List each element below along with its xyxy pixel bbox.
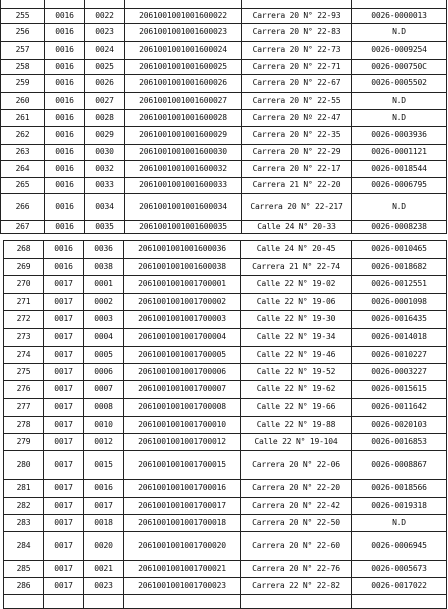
address-cell: Carrera 20 N° 22-55 bbox=[242, 93, 352, 110]
address-cell: Carrera 20 Nº 22-47 bbox=[242, 110, 352, 127]
block-code-cell: 0017 bbox=[44, 451, 84, 480]
registration-number-cell: 0026-0005673 bbox=[352, 561, 447, 578]
registration-number-cell: 0026-0018682 bbox=[352, 259, 447, 276]
row-number-cell bbox=[4, 595, 44, 609]
cadastral-number-cell: 2061001001001700012 bbox=[124, 434, 241, 451]
lot-code-cell: 0008 bbox=[84, 399, 124, 417]
lot-code-cell: 0003 bbox=[84, 311, 124, 329]
registration-number-cell: 0026-0018544 bbox=[352, 161, 447, 178]
registration-number-cell: 0026-0018566 bbox=[352, 480, 447, 498]
table-row bbox=[1, 42, 447, 60]
lot-code-cell: 0038 bbox=[84, 259, 124, 276]
registration-number-cell: N.D bbox=[352, 93, 447, 110]
row-number-cell: 269 bbox=[4, 259, 44, 276]
block-code-cell: 0016 bbox=[45, 24, 85, 42]
address-cell: Carrera 20 N° 22-73 bbox=[242, 42, 352, 60]
table-row bbox=[1, 145, 447, 161]
address-cell: Carrera 20 N° 22-83 bbox=[242, 24, 352, 42]
parcel-table-upper bbox=[0, 0, 447, 234]
block-code-cell: 0016 bbox=[45, 93, 85, 110]
address-cell: Calle 22 N° 19-34 bbox=[241, 329, 352, 347]
block-code-cell: 0017 bbox=[44, 347, 84, 364]
address-cell: Carrera 20 N° 22-76 bbox=[241, 561, 352, 578]
cadastral-number-cell: 2061001001001600036 bbox=[124, 241, 241, 259]
row-number-cell bbox=[1, 0, 45, 9]
address-cell: Calle 24 N° 20-45 bbox=[241, 241, 352, 259]
registration-number-cell: 0026-0005502 bbox=[352, 75, 447, 93]
table-row bbox=[4, 399, 447, 417]
lot-code-cell: 0035 bbox=[85, 221, 125, 234]
lot-code-cell bbox=[85, 0, 125, 9]
block-code-cell: 0017 bbox=[44, 417, 84, 434]
table-row bbox=[4, 498, 447, 515]
table-row bbox=[4, 578, 447, 595]
lot-code-cell: 0004 bbox=[84, 329, 124, 347]
lot-code-cell: 0023 bbox=[85, 24, 125, 42]
row-number-cell: 279 bbox=[4, 434, 44, 451]
lot-code-cell: 0012 bbox=[84, 434, 124, 451]
registration-number-cell: 0026-0000013 bbox=[352, 9, 447, 24]
registration-number-cell: N.D bbox=[352, 24, 447, 42]
block-code-cell: 0016 bbox=[44, 241, 84, 259]
row-number-cell: 283 bbox=[4, 515, 44, 532]
row-number-cell: 274 bbox=[4, 347, 44, 364]
row-number-cell: 264 bbox=[1, 161, 45, 178]
cadastral-number-cell: 2061001001001700016 bbox=[124, 480, 241, 498]
row-number-cell: 286 bbox=[4, 578, 44, 595]
registration-number-cell: 0026-0015615 bbox=[352, 381, 447, 399]
cadastral-number-cell: 2061001001001600028 bbox=[125, 110, 242, 127]
table-row bbox=[4, 515, 447, 532]
cadastral-number-cell: 2061001001001700001 bbox=[124, 276, 241, 294]
table-row bbox=[4, 276, 447, 294]
block-code-cell: 0016 bbox=[45, 194, 85, 221]
block-code-cell: 0017 bbox=[44, 480, 84, 498]
table-row bbox=[1, 24, 447, 42]
table-row bbox=[4, 347, 447, 364]
lot-code-cell: 0025 bbox=[85, 60, 125, 75]
table-row bbox=[1, 110, 447, 127]
lot-code-cell: 0015 bbox=[84, 451, 124, 480]
registration-number-cell: 0026-0010465 bbox=[352, 241, 447, 259]
cadastral-number-cell: 2061001001001600027 bbox=[125, 93, 242, 110]
lot-code-cell: 0036 bbox=[84, 241, 124, 259]
row-number-cell: 270 bbox=[4, 276, 44, 294]
row-number-cell: 256 bbox=[1, 24, 45, 42]
cadastral-number-cell: 2061001001001700021 bbox=[124, 561, 241, 578]
address-cell: Calle 22 N° 19-02 bbox=[241, 276, 352, 294]
lot-code-cell: 0024 bbox=[85, 42, 125, 60]
table-row bbox=[1, 178, 447, 194]
cadastral-number-cell: 2061001001001600025 bbox=[125, 60, 242, 75]
cadastral-number-cell: 2061001001001600023 bbox=[125, 24, 242, 42]
lot-code-cell: 0010 bbox=[84, 417, 124, 434]
registration-number-cell: 0026-0010227 bbox=[352, 347, 447, 364]
registration-number-cell: 0026-0016853 bbox=[352, 434, 447, 451]
registration-number-cell: 0026-0014018 bbox=[352, 329, 447, 347]
registration-number-cell: N.D bbox=[352, 515, 447, 532]
cadastral-number-cell: 2061001001001600030 bbox=[125, 145, 242, 161]
registration-number-cell: 0026-0016435 bbox=[352, 311, 447, 329]
registration-number-cell: N.D bbox=[352, 194, 447, 221]
block-code-cell: 0016 bbox=[45, 75, 85, 93]
table-row bbox=[1, 221, 447, 234]
address-cell: Calle 22 N° 19-06 bbox=[241, 294, 352, 311]
table-row bbox=[1, 0, 447, 9]
block-code-cell: 0016 bbox=[45, 178, 85, 194]
row-number-cell: 260 bbox=[1, 93, 45, 110]
registration-number-cell: 0026-0008238 bbox=[352, 221, 447, 234]
registration-number-cell bbox=[352, 0, 447, 9]
cadastral-number-cell bbox=[125, 0, 242, 9]
parcel-table-lower bbox=[3, 240, 447, 609]
row-number-cell: 261 bbox=[1, 110, 45, 127]
table-row bbox=[4, 532, 447, 561]
cadastral-number-cell: 2061001001001600038 bbox=[124, 259, 241, 276]
block-code-cell: 0016 bbox=[45, 221, 85, 234]
lot-code-cell: 0002 bbox=[84, 294, 124, 311]
block-code-cell: 0017 bbox=[44, 532, 84, 561]
cadastral-number-cell: 2061001001001700003 bbox=[124, 311, 241, 329]
table-row bbox=[4, 434, 447, 451]
lot-code-cell: 0033 bbox=[85, 178, 125, 194]
lot-code-cell: 0005 bbox=[84, 347, 124, 364]
address-cell bbox=[241, 595, 352, 609]
cadastral-number-cell: 2061001001001600032 bbox=[125, 161, 242, 178]
address-cell: Carrera 20 N° 22-67 bbox=[242, 75, 352, 93]
block-code-cell: 0016 bbox=[45, 145, 85, 161]
cadastral-number-cell: 2061001001001600026 bbox=[125, 75, 242, 93]
address-cell: Carrera 20 N° 22-71 bbox=[242, 60, 352, 75]
row-number-cell: 285 bbox=[4, 561, 44, 578]
table-row bbox=[1, 161, 447, 178]
cadastral-number-cell: 2061001001001600033 bbox=[125, 178, 242, 194]
lot-code-cell: 0006 bbox=[84, 364, 124, 381]
table-row bbox=[4, 364, 447, 381]
row-number-cell: 282 bbox=[4, 498, 44, 515]
block-code-cell: 0016 bbox=[45, 9, 85, 24]
table-row bbox=[4, 294, 447, 311]
block-code-cell: 0017 bbox=[44, 399, 84, 417]
address-cell: Carrera 20 N° 22-217 bbox=[242, 194, 352, 221]
cadastral-number-cell: 2061001001001700017 bbox=[124, 498, 241, 515]
address-cell: Carrera 20 N° 22-60 bbox=[241, 532, 352, 561]
address-cell: Calle 22 N° 19-46 bbox=[241, 347, 352, 364]
table-row bbox=[4, 241, 447, 259]
row-number-cell: 265 bbox=[1, 178, 45, 194]
registration-number-cell: 0026-0020103 bbox=[352, 417, 447, 434]
block-code-cell: 0017 bbox=[44, 294, 84, 311]
lot-code-cell: 0001 bbox=[84, 276, 124, 294]
address-cell: Carrera 20 N° 22-35 bbox=[242, 127, 352, 145]
cadastral-number-cell: 2061001001001700004 bbox=[124, 329, 241, 347]
table-row bbox=[4, 595, 447, 609]
block-code-cell: 0016 bbox=[45, 60, 85, 75]
block-code-cell: 0016 bbox=[45, 42, 85, 60]
row-number-cell: 277 bbox=[4, 399, 44, 417]
table-row bbox=[4, 311, 447, 329]
lot-code-cell: 0029 bbox=[85, 127, 125, 145]
cadastral-number-cell: 2061001001001700018 bbox=[124, 515, 241, 532]
lot-code-cell: 0027 bbox=[85, 93, 125, 110]
registration-number-cell: 0026-0003936 bbox=[352, 127, 447, 145]
cadastral-number-cell: 2061001001001700006 bbox=[124, 364, 241, 381]
block-code-cell: 0017 bbox=[44, 561, 84, 578]
cadastral-number-cell: 2061001001001600034 bbox=[125, 194, 242, 221]
row-number-cell: 257 bbox=[1, 42, 45, 60]
address-cell: Carrera 21 N° 22-74 bbox=[241, 259, 352, 276]
block-code-cell: 0017 bbox=[44, 329, 84, 347]
lot-code-cell: 0023 bbox=[84, 578, 124, 595]
block-code-cell bbox=[44, 595, 84, 609]
cadastral-number-cell bbox=[124, 595, 241, 609]
row-number-cell: 272 bbox=[4, 311, 44, 329]
table-row bbox=[4, 480, 447, 498]
address-cell: Carrera 20 N° 22-42 bbox=[241, 498, 352, 515]
row-number-cell: 280 bbox=[4, 451, 44, 480]
registration-number-cell bbox=[352, 595, 447, 609]
address-cell: Carrera 20 N° 22-29 bbox=[242, 145, 352, 161]
cadastral-number-cell: 2061001001001700008 bbox=[124, 399, 241, 417]
lot-code-cell: 0034 bbox=[85, 194, 125, 221]
table-row bbox=[1, 194, 447, 221]
row-number-cell: 259 bbox=[1, 75, 45, 93]
row-number-cell: 262 bbox=[1, 127, 45, 145]
cadastral-number-cell: 2061001001001700005 bbox=[124, 347, 241, 364]
address-cell: Carrera 20 N° 22-50 bbox=[241, 515, 352, 532]
address-cell: Calle 22 N° 19-62 bbox=[241, 381, 352, 399]
address-cell: Carrera 20 N° 22-20 bbox=[241, 480, 352, 498]
registration-number-cell: 0026-0003227 bbox=[352, 364, 447, 381]
cadastral-number-cell: 2061001001001600035 bbox=[125, 221, 242, 234]
row-number-cell: 281 bbox=[4, 480, 44, 498]
address-cell: Calle 22 N° 19-104 bbox=[241, 434, 352, 451]
table-row bbox=[4, 329, 447, 347]
registration-number-cell: 0026-0006795 bbox=[352, 178, 447, 194]
lot-code-cell: 0018 bbox=[84, 515, 124, 532]
table-row bbox=[1, 93, 447, 110]
block-code-cell: 0017 bbox=[44, 276, 84, 294]
registration-number-cell: 0026-0011642 bbox=[352, 399, 447, 417]
table-row bbox=[4, 561, 447, 578]
table-row bbox=[1, 60, 447, 75]
cadastral-number-cell: 2061001001001600022 bbox=[125, 9, 242, 24]
block-code-cell: 0017 bbox=[44, 381, 84, 399]
registration-number-cell: 0026-0009254 bbox=[352, 42, 447, 60]
cadastral-number-cell: 2061001001001700002 bbox=[124, 294, 241, 311]
row-number-cell: 267 bbox=[1, 221, 45, 234]
block-code-cell bbox=[45, 0, 85, 9]
row-number-cell: 268 bbox=[4, 241, 44, 259]
block-code-cell: 0017 bbox=[44, 311, 84, 329]
registration-number-cell: 0026-0012551 bbox=[352, 276, 447, 294]
row-number-cell: 255 bbox=[1, 9, 45, 24]
cadastral-number-cell: 2061001001001600024 bbox=[125, 42, 242, 60]
row-number-cell: 275 bbox=[4, 364, 44, 381]
lot-code-cell: 0030 bbox=[85, 145, 125, 161]
table-row bbox=[4, 417, 447, 434]
registration-number-cell: 0026-0008867 bbox=[352, 451, 447, 480]
table-row bbox=[1, 75, 447, 93]
block-code-cell: 0016 bbox=[45, 110, 85, 127]
cadastral-number-cell: 2061001001001700023 bbox=[124, 578, 241, 595]
block-code-cell: 0017 bbox=[44, 364, 84, 381]
table-row bbox=[1, 127, 447, 145]
row-number-cell: 258 bbox=[1, 60, 45, 75]
block-code-cell: 0016 bbox=[45, 127, 85, 145]
registration-number-cell: 0026-0017022 bbox=[352, 578, 447, 595]
address-cell: Calle 22 N° 19-66 bbox=[241, 399, 352, 417]
row-number-cell: 276 bbox=[4, 381, 44, 399]
row-number-cell: 266 bbox=[1, 194, 45, 221]
lot-code-cell: 0028 bbox=[85, 110, 125, 127]
cadastral-number-cell: 2061001001001600029 bbox=[125, 127, 242, 145]
registration-number-cell: 0026-0001121 bbox=[352, 145, 447, 161]
address-cell: Calle 22 N° 19-88 bbox=[241, 417, 352, 434]
registration-number-cell: 0026-0019318 bbox=[352, 498, 447, 515]
cadastral-number-cell: 2061001001001700020 bbox=[124, 532, 241, 561]
row-number-cell: 263 bbox=[1, 145, 45, 161]
block-code-cell: 0016 bbox=[44, 259, 84, 276]
lot-code-cell: 0032 bbox=[85, 161, 125, 178]
table-row bbox=[1, 9, 447, 24]
lot-code-cell: 0022 bbox=[85, 9, 125, 24]
registration-number-cell: N.D bbox=[352, 110, 447, 127]
table-row bbox=[4, 259, 447, 276]
block-code-cell: 0016 bbox=[45, 161, 85, 178]
table-row bbox=[4, 451, 447, 480]
registration-number-cell: 0026-000750C bbox=[352, 60, 447, 75]
address-cell: Carrera 20 N° 22-06 bbox=[241, 451, 352, 480]
address-cell: Carrera 20 N° 22-17 bbox=[242, 161, 352, 178]
address-cell: Carrera 20 N° 22-93 bbox=[242, 9, 352, 24]
lot-code-cell bbox=[84, 595, 124, 609]
address-cell: Carrera 21 N° 22-20 bbox=[242, 178, 352, 194]
address-cell: Calle 22 N° 19-52 bbox=[241, 364, 352, 381]
lot-code-cell: 0021 bbox=[84, 561, 124, 578]
cadastral-number-cell: 2061001001001700015 bbox=[124, 451, 241, 480]
address-cell: Calle 22 N° 19-30 bbox=[241, 311, 352, 329]
lot-code-cell: 0017 bbox=[84, 498, 124, 515]
address-cell: Calle 24 N° 20-33 bbox=[242, 221, 352, 234]
lot-code-cell: 0007 bbox=[84, 381, 124, 399]
block-code-cell: 0017 bbox=[44, 498, 84, 515]
registration-number-cell: 0026-0006945 bbox=[352, 532, 447, 561]
block-code-cell: 0017 bbox=[44, 578, 84, 595]
lot-code-cell: 0020 bbox=[84, 532, 124, 561]
row-number-cell: 278 bbox=[4, 417, 44, 434]
block-code-cell: 0017 bbox=[44, 515, 84, 532]
registration-number-cell: 0026-0001098 bbox=[352, 294, 447, 311]
row-number-cell: 273 bbox=[4, 329, 44, 347]
cadastral-number-cell: 2061001001001700010 bbox=[124, 417, 241, 434]
address-cell: Carrera 22 N° 22-82 bbox=[241, 578, 352, 595]
row-number-cell: 271 bbox=[4, 294, 44, 311]
table-row bbox=[4, 381, 447, 399]
block-code-cell: 0017 bbox=[44, 434, 84, 451]
address-cell bbox=[242, 0, 352, 9]
lot-code-cell: 0016 bbox=[84, 480, 124, 498]
row-number-cell: 284 bbox=[4, 532, 44, 561]
cadastral-number-cell: 2061001001001700007 bbox=[124, 381, 241, 399]
lot-code-cell: 0026 bbox=[85, 75, 125, 93]
